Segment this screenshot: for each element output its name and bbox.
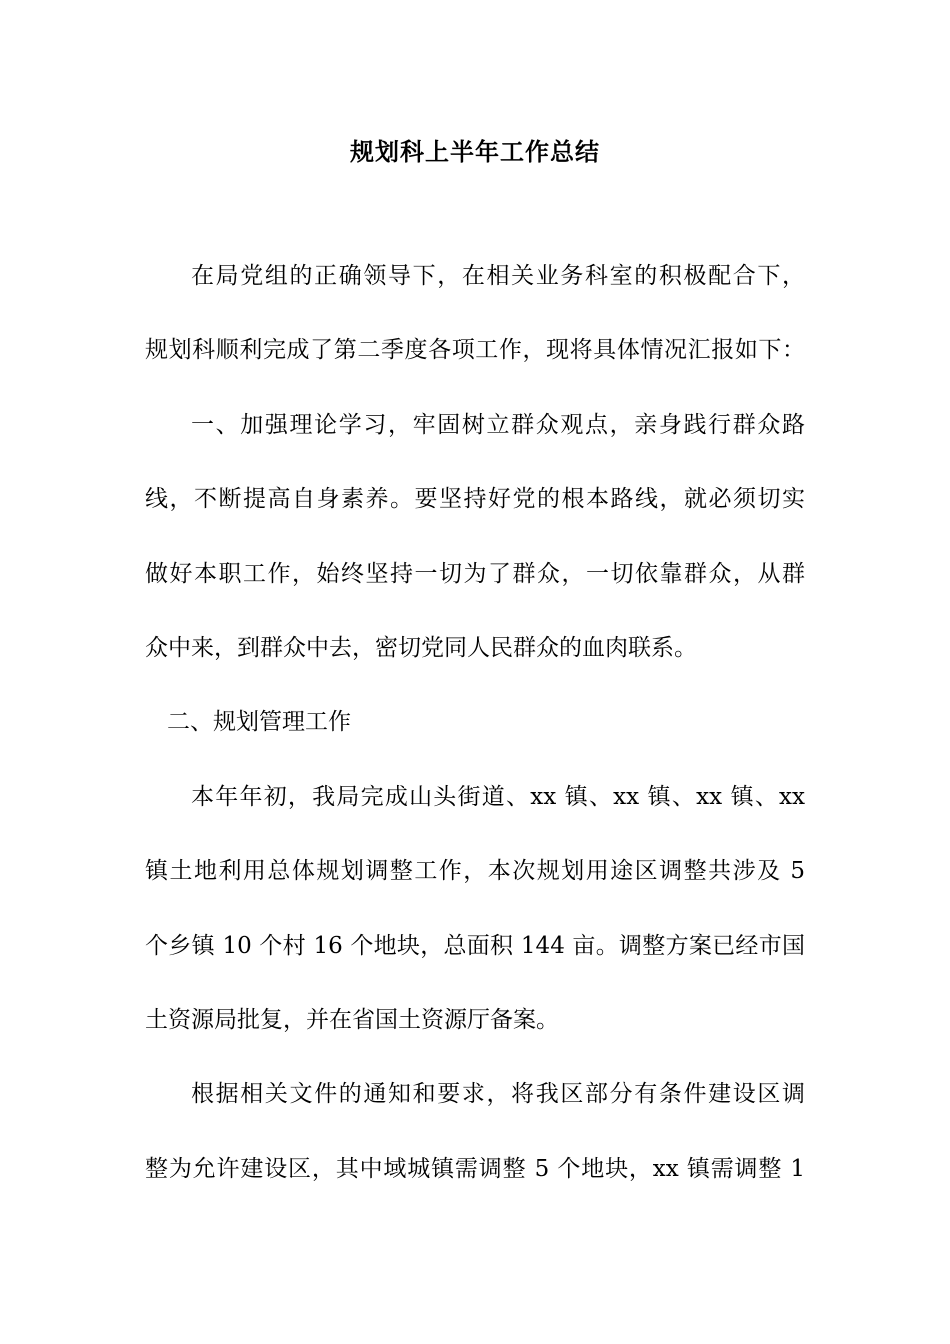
section-heading: 二、规划管理工作 [167, 709, 351, 736]
paragraph-line: 镇土地利用总体规划调整工作，本次规划用途区调整共涉及 5 [145, 858, 805, 885]
paragraph-line: 线，不断提高自身素养。要坚持好党的根本路线，就必须切实 [145, 486, 805, 513]
paragraph-line: 整为允许建设区，其中域城镇需调整 5 个地块，xx 镇需调整 1 [145, 1155, 805, 1182]
paragraph-line: 根据相关文件的通知和要求，将我区部分有条件建设区调 [191, 1081, 805, 1108]
paragraph-line: 个乡镇 10 个村 16 个地块，总面积 144 亩。调整方案已经市国 [145, 932, 805, 959]
paragraph-line: 规划科顺利完成了第二季度各项工作，现将具体情况汇报如下： [145, 337, 805, 364]
paragraph-line: 做好本职工作，始终坚持一切为了群众，一切依靠群众，从群 [145, 560, 805, 587]
paragraph-line: 在局党组的正确领导下，在相关业务科室的积极配合下， [191, 263, 805, 289]
paragraph-line: 众中来，到群众中去，密切党同人民群众的血肉联系。 [145, 634, 697, 661]
paragraph-line: 本年年初，我局完成山头街道、xx 镇、xx 镇、xx 镇、xx [191, 783, 805, 810]
document-body [145, 254, 805, 1221]
paragraph-line: 一、加强理论学习，牢固树立群众观点，亲身践行群众路 [191, 411, 805, 438]
document-title: 规划科上半年工作总结 [350, 137, 600, 166]
paragraph-line: 土资源局批复，并在省国土资源厅备案。 [145, 1006, 559, 1033]
